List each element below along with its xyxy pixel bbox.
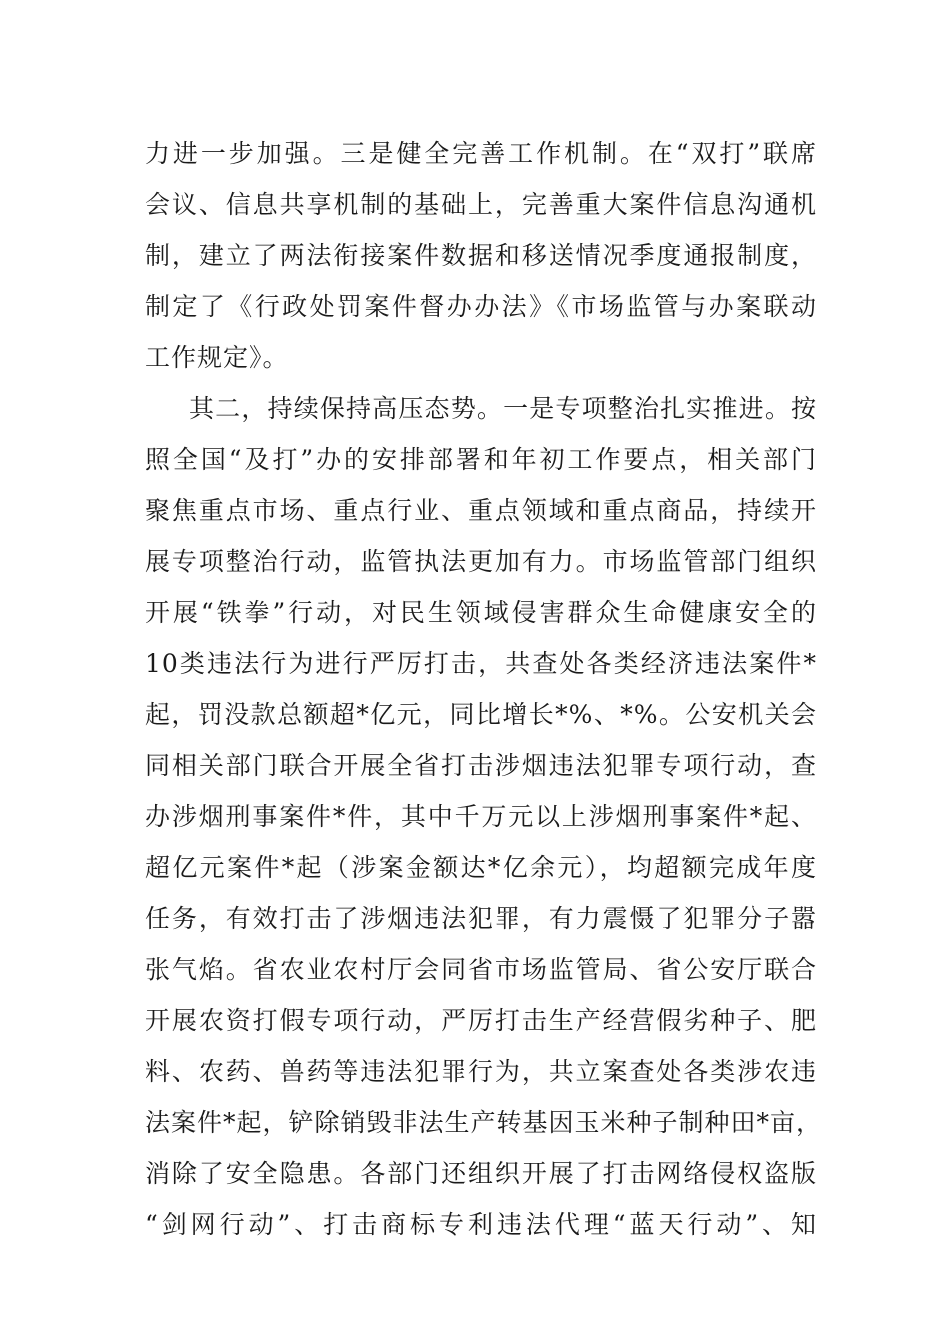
- text-line: 法案件*起，铲除销毁非法生产转基因玉米种子制种田*亩，: [145, 1108, 823, 1137]
- text-line: 工作规定》。: [145, 343, 289, 372]
- text-line: 10类违法行为进行严厉打击，共查处各类经济违法案件*: [145, 649, 817, 678]
- text-line: 制，建立了两法衔接案件数据和移送情况季度通报制度，: [145, 241, 817, 270]
- text-line: 开展农资打假专项行动，严厉打击生产经营假劣种子、肥: [145, 1006, 817, 1035]
- text-line: 办涉烟刑事案件*件，其中千万元以上涉烟刑事案件*起、: [145, 802, 817, 831]
- text-line: 聚焦重点市场、重点行业、重点领域和重点商品，持续开: [145, 496, 817, 525]
- text-line: 照全国“及打”办的安排部署和年初工作要点，相关部门: [145, 445, 817, 474]
- text-line: 消除了安全隐患。各部门还组织开展了打击网络侵权盗版: [145, 1159, 817, 1188]
- text-line: 力进一步加强。三是健全完善工作机制。在“双打”联席: [145, 139, 817, 168]
- text-line: 超亿元案件*起（涉案金额达*亿余元），均超额完成年度: [145, 853, 817, 882]
- text-line: 展专项整治行动，监管执法更加有力。市场监管部门组织: [145, 547, 817, 576]
- paragraph-start-line: 其二，持续保持高压态势。一是专项整治扎实推进。按: [189, 394, 817, 423]
- body-text: [145, 128, 823, 1250]
- text-line: 会议、信息共享机制的基础上，完善重大案件信息沟通机: [145, 190, 817, 219]
- text-line: 张气焰。省农业农村厅会同省市场监管局、省公安厅联合: [145, 955, 817, 984]
- text-line: 开展“铁拳”行动，对民生领域侵害群众生命健康安全的: [145, 598, 817, 627]
- text-line: 同相关部门联合开展全省打击涉烟违法犯罪专项行动，查: [145, 751, 817, 780]
- text-line: 料、农药、兽药等违法犯罪行为，共立案查处各类涉农违: [145, 1057, 817, 1086]
- text-line: 起，罚没款总额超*亿元，同比增长*%、*%。公安机关会: [145, 700, 817, 729]
- text-line: “剑网行动”、打击商标专利违法代理“蓝天行动”、知: [145, 1210, 817, 1239]
- text-line: 制定了《行政处罚案件督办办法》《市场监管与办案联动: [145, 292, 817, 321]
- text-line: 任务，有效打击了涉烟违法犯罪，有力震慑了犯罪分子嚣: [145, 904, 817, 933]
